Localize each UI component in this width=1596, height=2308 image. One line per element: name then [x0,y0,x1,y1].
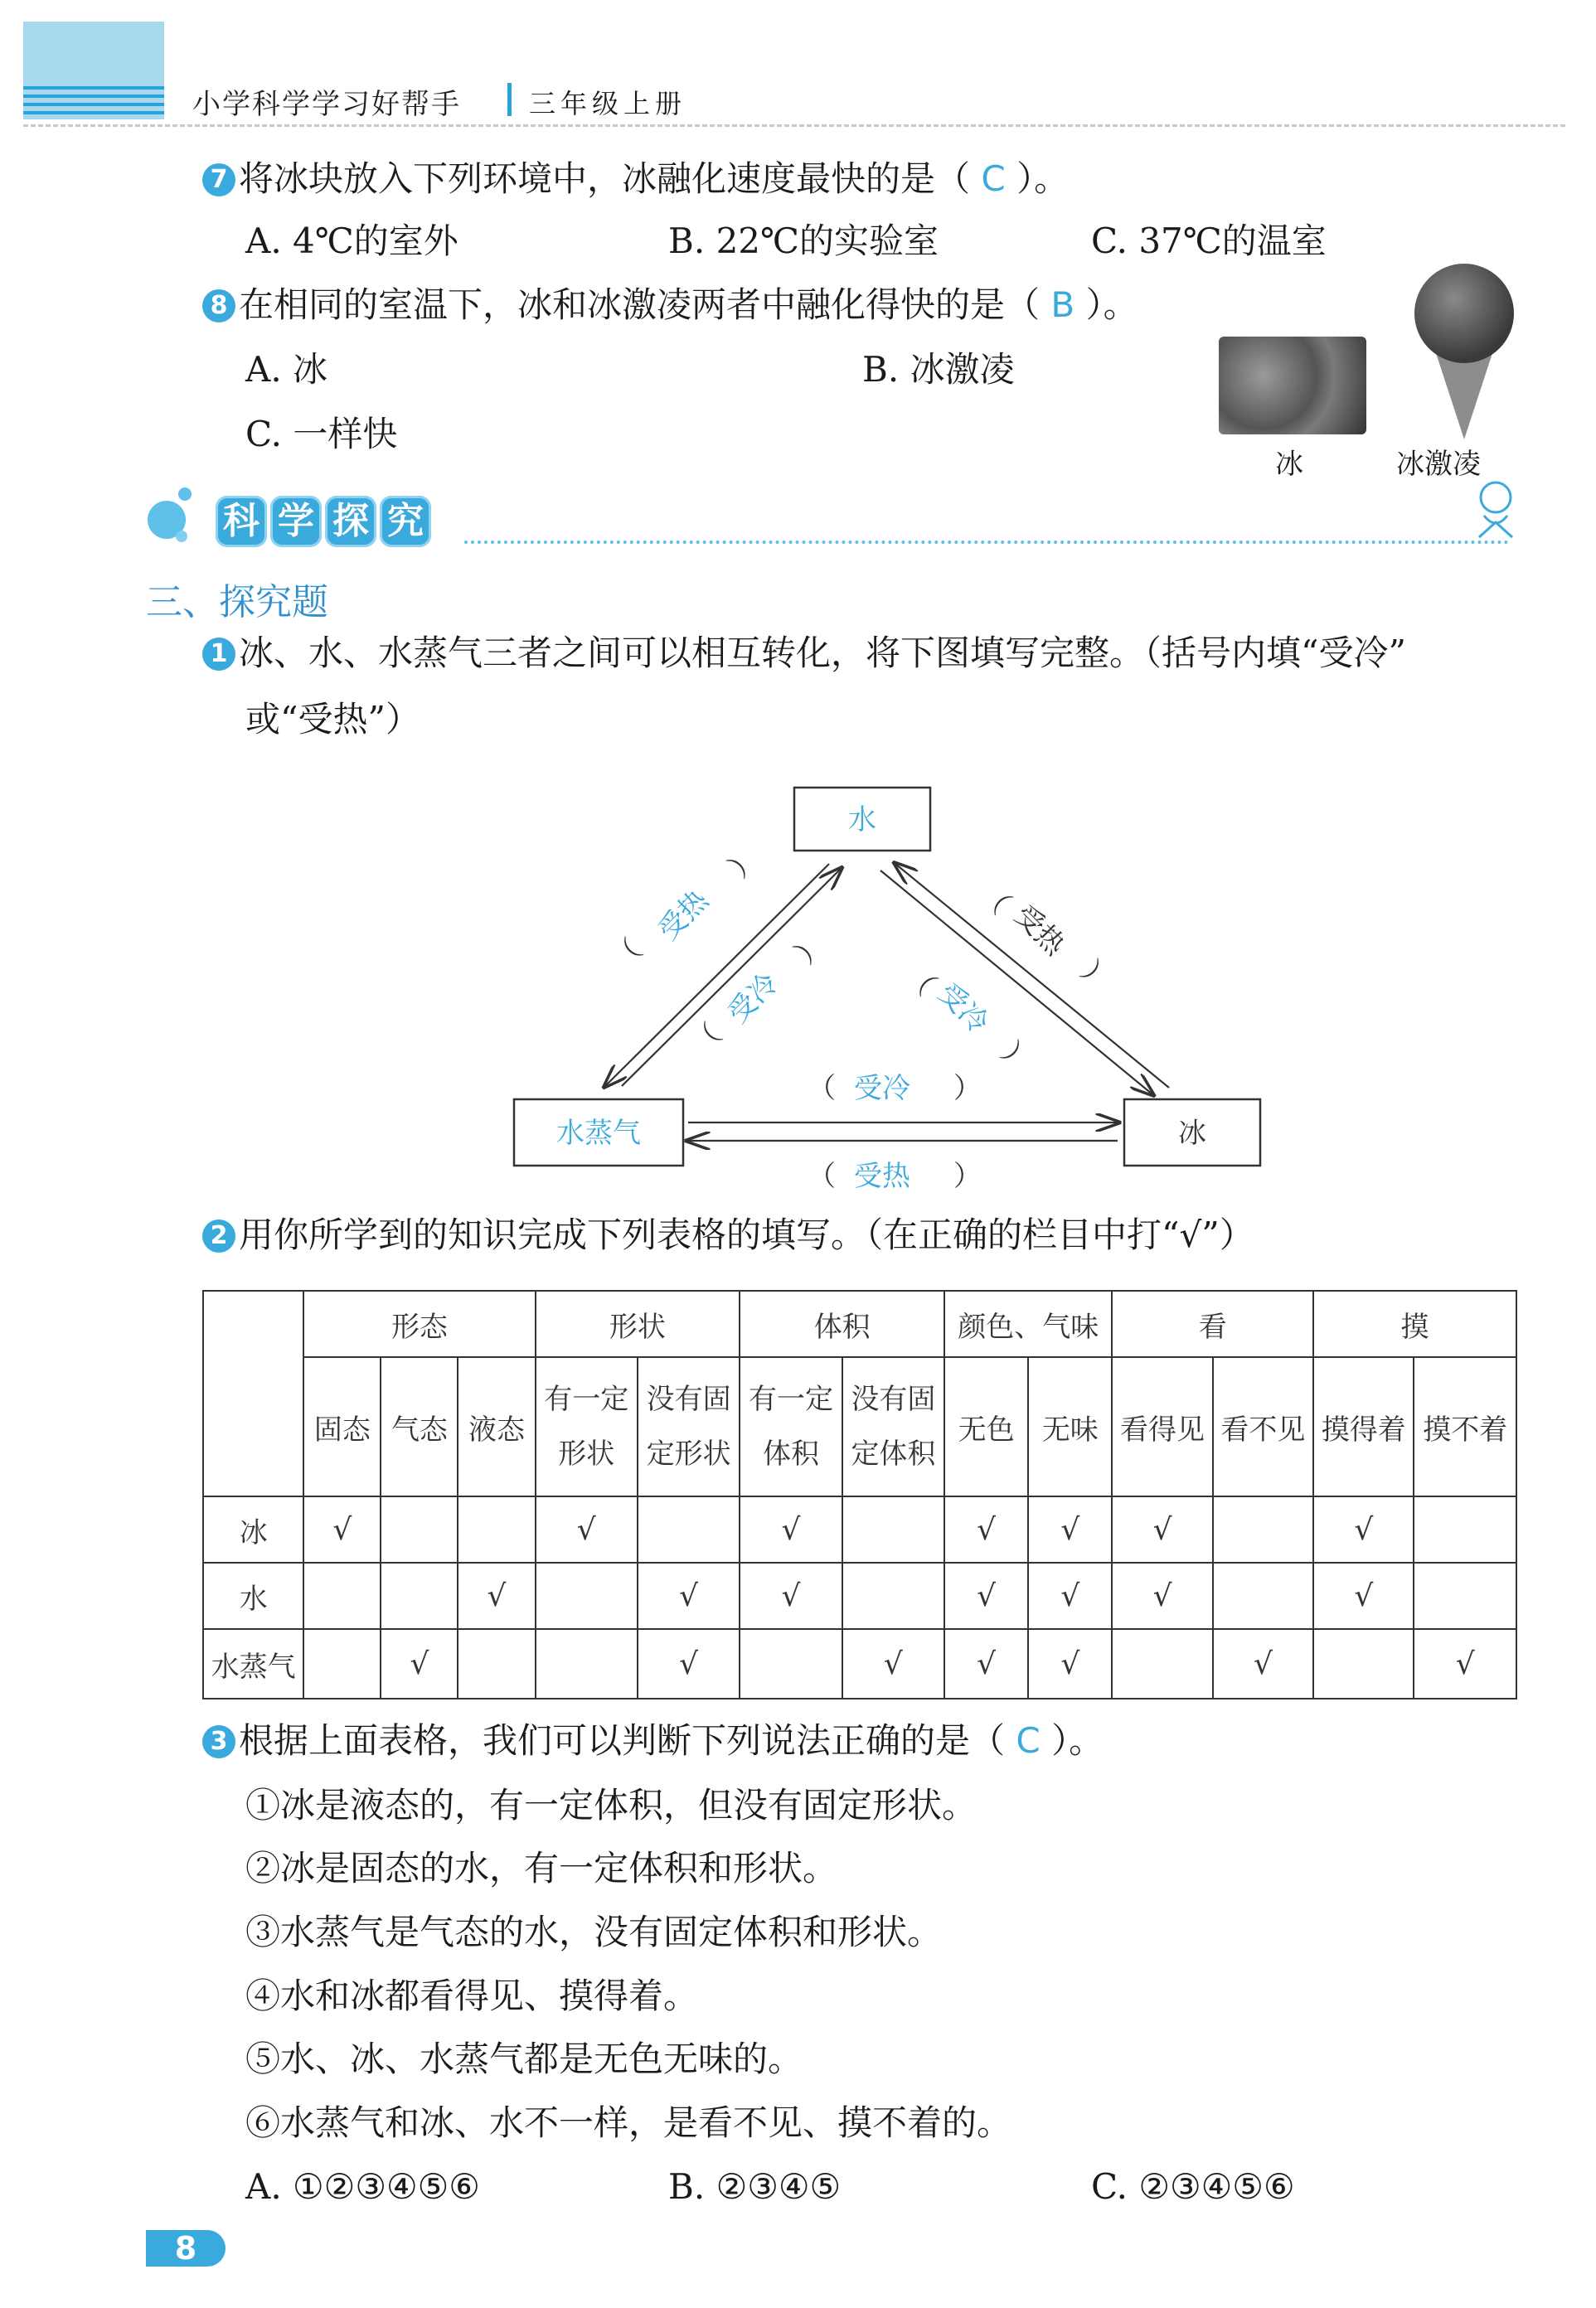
sub-header: 液态 [458,1357,535,1496]
table-subheader-row [203,1357,1516,1496]
paren-right: ） [789,927,833,971]
sub-header-line: 有一定 [544,1383,629,1416]
ice-caption: 冰 [1275,448,1303,481]
exercise-2 [202,1214,1254,1257]
question-number: 2 [202,1219,235,1253]
group-header: 摸 [1313,1291,1516,1357]
check-cell: √ [536,1496,638,1563]
header-stripes [23,86,164,119]
sub-header: 摸不着 [1414,1357,1516,1496]
check-cell: √ [842,1629,944,1699]
check-cell: √ [1313,1563,1414,1629]
check-cell: √ [1112,1563,1212,1629]
label-vapor-to-ice: 受冷 [854,1072,910,1105]
check-cell [381,1496,458,1563]
question-stem: 用你所学到的知识完成下列表格的填写。（在正确的栏目中打“√”） [239,1215,1254,1255]
check-cell: √ [1028,1496,1112,1563]
question-stem: 根据上面表格，我们可以判断下列说法正确的是（ [239,1720,1006,1761]
ice-cream-photo [1414,264,1514,363]
check-cell [303,1629,381,1699]
question-stem-end: ）。 [1051,1720,1104,1761]
check-cell: √ [1028,1629,1112,1699]
group-header: 形状 [536,1291,740,1357]
paren-left: （ [973,877,1016,921]
banner-tile: 究 [380,496,431,547]
statement: ②冰是固态的水，有一定体积和形状。 [245,1848,838,1889]
check-cell [842,1496,944,1563]
answer: C [1016,1720,1041,1761]
grade-label: 三年级上册 [529,88,687,119]
properties-table [202,1290,1517,1699]
label-ice-to-vapor: 受热 [854,1160,910,1193]
check-cell [1112,1629,1212,1699]
paren-right: ） [953,1072,982,1105]
label-water-to-ice: 受冷 [931,977,996,1040]
option-c: C. 一样快 [245,414,398,454]
label-water-to-vapor: 受热 [652,883,716,948]
option-a: A. ①②③④⑤⑥ [245,2166,480,2207]
check-cell: √ [303,1496,381,1563]
ice-cream-caption: 冰激凌 [1396,448,1481,481]
arrow-vapor-to-water [622,869,841,1086]
table-row [203,1496,1516,1563]
statement: ④水和冰都看得见、摸得着。 [245,1976,699,2016]
sub-header-line: 体积 [762,1438,819,1471]
banner-dotted-line [464,541,1509,544]
sub-header [842,1357,944,1496]
sub-header [740,1357,842,1496]
question-8 [202,284,1138,327]
group-header: 形态 [303,1291,535,1357]
banner-tile: 科 [216,496,267,547]
question-stem-continued: 或“受热”） [245,699,420,739]
sub-header-line: 定形状 [646,1438,731,1471]
section-banner [216,496,431,547]
check-cell [740,1629,842,1699]
question-7 [202,158,1069,201]
check-cell [1213,1496,1313,1563]
check-cell [536,1629,638,1699]
table-header-row [203,1291,1516,1357]
check-cell: √ [944,1496,1028,1563]
question-number: 8 [202,289,235,322]
paren-right: ） [723,841,767,885]
check-cell [1414,1563,1516,1629]
sub-header: 固态 [303,1357,381,1496]
paren-left: （ [605,933,649,977]
check-cell: √ [458,1563,535,1629]
water-node-label: 水 [848,803,876,836]
sub-header [536,1357,638,1496]
group-header: 看 [1112,1291,1313,1357]
sub-header: 无色 [944,1357,1028,1496]
check-cell: √ [1112,1496,1212,1563]
sub-header: 看得见 [1112,1357,1212,1496]
check-cell: √ [1213,1629,1313,1699]
sub-header-line: 有一定 [748,1383,833,1416]
statement: ①冰是液态的，有一定体积，但没有固定形状。 [245,1785,977,1826]
check-cell: √ [1414,1629,1516,1699]
question-number: 1 [202,638,235,671]
check-cell: √ [1313,1496,1414,1563]
ice-node-label: 冰 [1178,1117,1206,1150]
check-cell: √ [638,1563,740,1629]
statement: ⑤水、冰、水蒸气都是无色无味的。 [245,2039,803,2079]
paren-left: （ [808,1160,836,1193]
option-b: B. 冰激凌 [862,349,1015,390]
check-cell: √ [944,1629,1028,1699]
check-cell: √ [740,1496,842,1563]
header-separator [507,83,512,116]
table-row [203,1563,1516,1629]
vapor-node-label: 水蒸气 [556,1117,641,1150]
paren-left: （ [685,1018,729,1062]
sub-header-line: 没有固 [851,1383,936,1416]
check-cell: √ [1028,1563,1112,1629]
option-a: A. 4℃的室外 [245,221,458,261]
banner-bubble [176,531,187,542]
option-c: C. 37℃的温室 [1091,221,1327,261]
option-b: B. ②③④⑤ [668,2166,842,2207]
statement: ③水蒸气是气态的水，没有固定体积和形状。 [245,1912,943,1952]
check-cell [1313,1629,1414,1699]
sub-header: 无味 [1028,1357,1112,1496]
sub-header: 气态 [381,1357,458,1496]
group-header: 颜色、气味 [944,1291,1112,1357]
question-number: 7 [202,163,235,196]
label-vapor-to-water: 受冷 [721,966,785,1030]
check-cell [638,1496,740,1563]
section-title: 三、探究题 [146,581,328,623]
sub-header-line: 定体积 [851,1438,936,1471]
option-a: A. 冰 [245,349,328,390]
group-header: 体积 [740,1291,944,1357]
check-cell: √ [381,1629,458,1699]
sub-header-line: 形状 [558,1438,615,1471]
sub-header: 摸得着 [1313,1357,1414,1496]
check-cell [303,1563,381,1629]
corner-cell [203,1291,303,1496]
question-stem-end: ）。 [1085,284,1138,325]
row-label: 冰 [203,1496,303,1563]
question-stem-end: ）。 [1016,158,1070,199]
page-number: 8 [146,2230,226,2267]
question-stem: 冰、水、水蒸气三者之间可以相互转化，将下图填写完整。（括号内填“受冷” [239,633,1406,673]
ice-photo [1219,337,1366,434]
paren-right: ） [994,1036,1038,1080]
exercise-1 [202,632,1406,675]
statement: ⑥水蒸气和冰、水不一样，是看不见、摸不着的。 [245,2102,1012,2143]
question-number: 3 [202,1725,235,1758]
cartoon-figure-icon [1459,473,1534,547]
sub-header-line: 没有固 [646,1383,731,1416]
state-change-diagram [489,771,1285,1202]
sub-header [638,1357,740,1496]
exercise-3 [202,1719,1104,1763]
check-cell [842,1563,944,1629]
table-row [203,1629,1516,1699]
question-stem: 将冰块放入下列环境中，冰融化速度最快的是（ [239,158,971,199]
option-c: C. ②③④⑤⑥ [1091,2166,1295,2207]
check-cell [458,1629,535,1699]
question-stem: 在相同的室温下，冰和冰激凌两者中融化得快的是（ [239,284,1041,325]
answer: B [1050,284,1075,325]
row-label: 水 [203,1563,303,1629]
answer: C [981,158,1006,199]
sub-header: 看不见 [1213,1357,1313,1496]
paren-left: （ [898,958,942,1002]
check-cell [381,1563,458,1629]
banner-tile: 学 [270,496,322,547]
arrow-water-to-vapor [605,864,829,1086]
row-label: 水蒸气 [203,1629,303,1699]
check-cell: √ [944,1563,1028,1629]
book-title: 小学科学学习好帮手 [192,88,461,121]
header-divider [23,124,1565,127]
paren-left: （ [808,1072,836,1105]
check-cell [458,1496,535,1563]
banner-bubble [178,487,192,501]
paren-right: ） [953,1160,982,1193]
option-b: B. 22℃的实验室 [668,221,939,261]
label-ice-to-water: 受热 [1007,899,1072,962]
paren-right: ） [1074,955,1118,999]
check-cell [1213,1563,1313,1629]
check-cell: √ [638,1629,740,1699]
check-cell [1414,1496,1516,1563]
check-cell [536,1563,638,1629]
banner-tile: 探 [325,496,376,547]
check-cell: √ [740,1563,842,1629]
